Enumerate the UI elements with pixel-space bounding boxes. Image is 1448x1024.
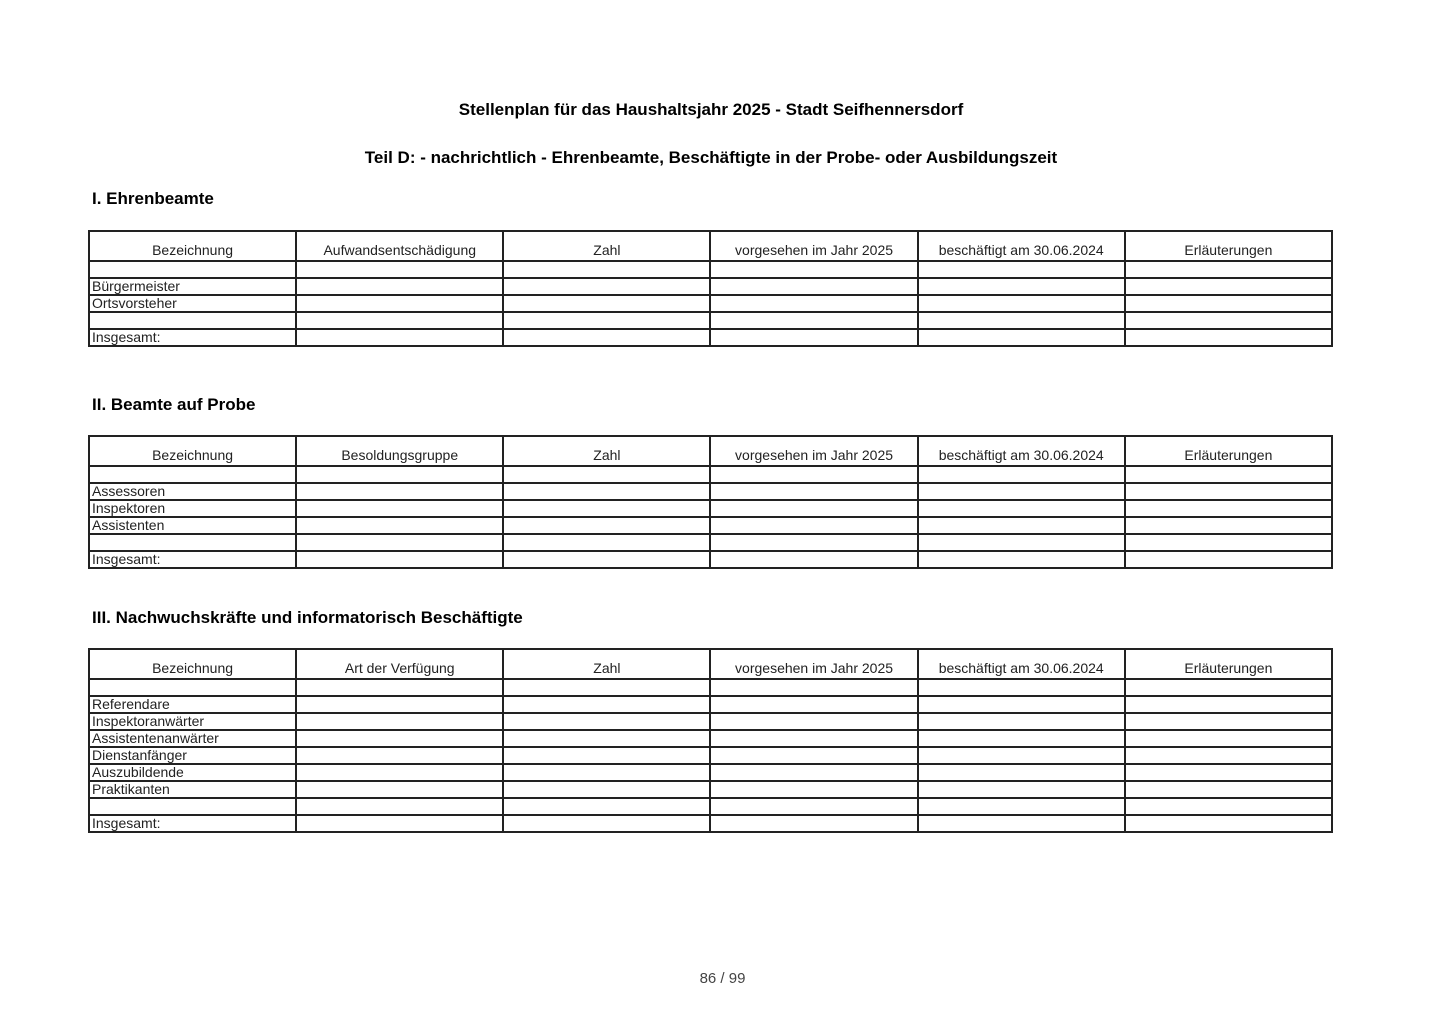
table-cell: [503, 551, 710, 568]
table-cell: [503, 500, 710, 517]
table-cell: [710, 551, 917, 568]
table-cell: [918, 798, 1125, 815]
row-label: Assistenten: [89, 517, 296, 534]
table-cell: [503, 764, 710, 781]
table-cell: [710, 730, 917, 747]
table-cell: [918, 278, 1125, 295]
table-cell: [296, 329, 503, 346]
row-label: Auszubildende: [89, 764, 296, 781]
column-header: Zahl: [503, 436, 710, 466]
table-cell: [296, 483, 503, 500]
table-row: [89, 500, 1332, 517]
table-cell: [503, 517, 710, 534]
row-label: Inspektoranwärter: [89, 713, 296, 730]
table-cell: [710, 278, 917, 295]
table-cell: [503, 483, 710, 500]
section-heading-beamte-auf-probe: II. Beamte auf Probe: [92, 395, 256, 414]
table-cell: [918, 517, 1125, 534]
table-row: [89, 815, 1332, 832]
row-label: [89, 534, 296, 551]
row-label: Insgesamt:: [89, 329, 296, 346]
table-row: [89, 713, 1332, 730]
table-cell: [296, 500, 503, 517]
table-cell: [918, 713, 1125, 730]
row-label: [89, 798, 296, 815]
table-cell: [296, 798, 503, 815]
row-label: Referendare: [89, 696, 296, 713]
table-cell: [710, 500, 917, 517]
table-cell: [710, 295, 917, 312]
table-cell: [296, 747, 503, 764]
column-header: beschäftigt am 30.06.2024: [918, 649, 1125, 679]
table-cell: [296, 815, 503, 832]
column-header: Bezeichnung: [89, 649, 296, 679]
table-cell: [296, 466, 503, 483]
table-row: [89, 781, 1332, 798]
column-header: vorgesehen im Jahr 2025: [710, 231, 917, 261]
table-cell: [503, 730, 710, 747]
table-cell: [918, 764, 1125, 781]
table-cell: [1125, 679, 1332, 696]
table-cell: [1125, 764, 1332, 781]
table-cell: [1125, 781, 1332, 798]
table-cell: [503, 815, 710, 832]
table-cell: [710, 312, 917, 329]
table-header-row: [89, 649, 1332, 679]
table-cell: [710, 483, 917, 500]
table-cell: [710, 815, 917, 832]
table-cell: [1125, 517, 1332, 534]
table-row: [89, 278, 1332, 295]
table-cell: [710, 329, 917, 346]
document-subtitle: Teil D: - nachrichtlich - Ehrenbeamte, Beschäftigte in der Probe- oder Ausbildungszeit: [364, 148, 1058, 167]
table-cell: [296, 295, 503, 312]
table-cell: [1125, 534, 1332, 551]
table-cell: [503, 466, 710, 483]
table-cell: [503, 534, 710, 551]
table-cell: [710, 696, 917, 713]
table-cell: [296, 696, 503, 713]
section-heading-ehrenbeamte: I. Ehrenbeamte: [92, 189, 214, 208]
table-cell: [710, 466, 917, 483]
table-cell: [503, 781, 710, 798]
table-cell: [1125, 312, 1332, 329]
table-cell: [1125, 329, 1332, 346]
row-label: [89, 466, 296, 483]
table-cell: [918, 466, 1125, 483]
row-label: Assessoren: [89, 483, 296, 500]
column-header: Bezeichnung: [89, 231, 296, 261]
column-header: vorgesehen im Jahr 2025: [710, 436, 917, 466]
column-header: beschäftigt am 30.06.2024: [918, 436, 1125, 466]
table-cell: [296, 517, 503, 534]
table-cell: [503, 295, 710, 312]
column-header: Erläuterungen: [1125, 436, 1332, 466]
row-label: Insgesamt:: [89, 551, 296, 568]
table-cell: [918, 696, 1125, 713]
table-row: [89, 747, 1332, 764]
table-row: [89, 312, 1332, 329]
table-nachwuchskraefte: [88, 648, 1333, 833]
column-header: Zahl: [503, 231, 710, 261]
table-cell: [918, 500, 1125, 517]
table-cell: [296, 312, 503, 329]
table-cell: [918, 534, 1125, 551]
row-label: [89, 261, 296, 278]
table-beamte-auf-probe: [88, 435, 1333, 569]
table-cell: [1125, 798, 1332, 815]
page-number: 86 / 99: [699, 970, 746, 987]
table-cell: [296, 781, 503, 798]
table-cell: [503, 312, 710, 329]
row-label: Insgesamt:: [89, 815, 296, 832]
table-row: [89, 517, 1332, 534]
table-cell: [503, 713, 710, 730]
table-cell: [918, 295, 1125, 312]
table-cell: [503, 261, 710, 278]
table-cell: [503, 747, 710, 764]
column-header: Erläuterungen: [1125, 231, 1332, 261]
table-row: [89, 295, 1332, 312]
table-row: [89, 679, 1332, 696]
column-header: Besoldungsgruppe: [296, 436, 503, 466]
table-cell: [710, 713, 917, 730]
document-title: Stellenplan für das Haushaltsjahr 2025 - Stadt Seifhennersdorf: [458, 100, 964, 119]
table-row: [89, 798, 1332, 815]
table-cell: [918, 815, 1125, 832]
table-cell: [710, 517, 917, 534]
table-cell: [918, 551, 1125, 568]
table-cell: [710, 764, 917, 781]
row-label: Inspektoren: [89, 500, 296, 517]
row-label: Praktikanten: [89, 781, 296, 798]
row-label: [89, 312, 296, 329]
row-label: [89, 679, 296, 696]
table-ehrenbeamte: [88, 230, 1333, 347]
table-row: [89, 534, 1332, 551]
table-row: [89, 329, 1332, 346]
column-header: Bezeichnung: [89, 436, 296, 466]
row-label: Assistentenanwärter: [89, 730, 296, 747]
column-header: vorgesehen im Jahr 2025: [710, 649, 917, 679]
table-row: [89, 696, 1332, 713]
row-label: Bürgermeister: [89, 278, 296, 295]
table-cell: [503, 278, 710, 295]
table-row: [89, 551, 1332, 568]
table-cell: [296, 261, 503, 278]
table-header-row: [89, 436, 1332, 466]
column-header: Art der Verfügung: [296, 649, 503, 679]
table-cell: [296, 730, 503, 747]
table-cell: [1125, 696, 1332, 713]
table-cell: [1125, 295, 1332, 312]
table-cell: [918, 679, 1125, 696]
table-cell: [1125, 261, 1332, 278]
table-cell: [918, 781, 1125, 798]
table-cell: [1125, 483, 1332, 500]
table-cell: [1125, 713, 1332, 730]
table-cell: [503, 679, 710, 696]
table-cell: [710, 261, 917, 278]
row-label: Dienstanfänger: [89, 747, 296, 764]
table-row: [89, 261, 1332, 278]
table-cell: [296, 679, 503, 696]
table-cell: [1125, 730, 1332, 747]
table-cell: [710, 798, 917, 815]
table-cell: [503, 696, 710, 713]
table-cell: [1125, 747, 1332, 764]
column-header: Zahl: [503, 649, 710, 679]
table-cell: [503, 798, 710, 815]
table-cell: [296, 764, 503, 781]
table-cell: [918, 730, 1125, 747]
table-cell: [1125, 551, 1332, 568]
table-cell: [1125, 815, 1332, 832]
table-cell: [918, 312, 1125, 329]
column-header: Aufwandsentschädigung: [296, 231, 503, 261]
section-heading-nachwuchskraefte: III. Nachwuchskräfte und informatorisch Beschäftigte: [92, 608, 523, 627]
table-cell: [710, 747, 917, 764]
column-header: Erläuterungen: [1125, 649, 1332, 679]
column-header: beschäftigt am 30.06.2024: [918, 231, 1125, 261]
table-cell: [710, 679, 917, 696]
table-cell: [296, 713, 503, 730]
table-cell: [918, 483, 1125, 500]
table-cell: [1125, 500, 1332, 517]
table-row: [89, 466, 1332, 483]
table-cell: [1125, 278, 1332, 295]
table-cell: [918, 261, 1125, 278]
table-row: [89, 730, 1332, 747]
row-label: Ortsvorsteher: [89, 295, 296, 312]
table-cell: [296, 551, 503, 568]
table-row: [89, 764, 1332, 781]
table-header-row: [89, 231, 1332, 261]
table-cell: [296, 534, 503, 551]
table-cell: [918, 747, 1125, 764]
table-cell: [710, 534, 917, 551]
table-cell: [710, 781, 917, 798]
table-cell: [918, 329, 1125, 346]
table-cell: [1125, 466, 1332, 483]
table-cell: [296, 278, 503, 295]
table-cell: [503, 329, 710, 346]
table-row: [89, 483, 1332, 500]
